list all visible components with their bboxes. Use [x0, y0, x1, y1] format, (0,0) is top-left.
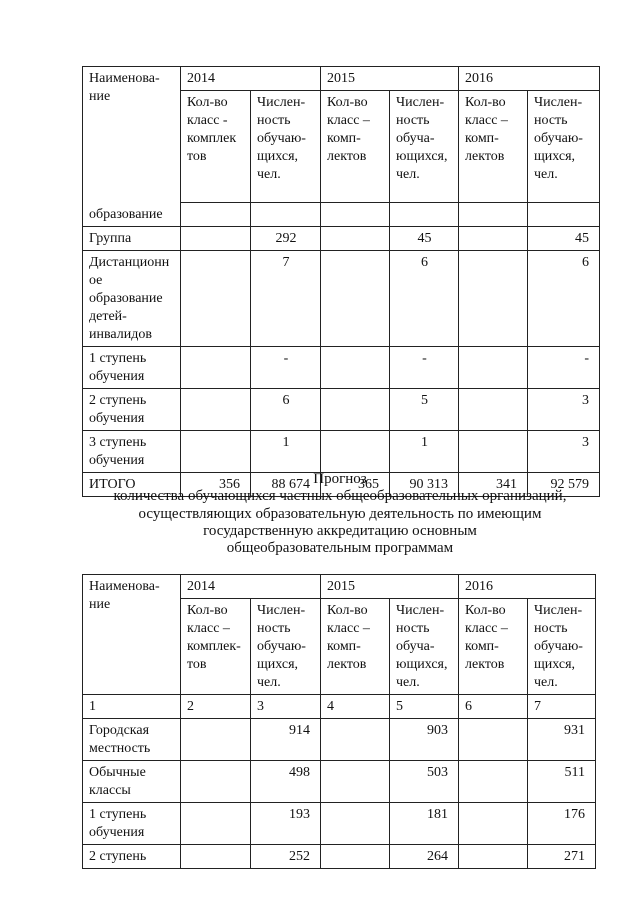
table-row — [83, 761, 596, 803]
year-header: 2015 — [321, 575, 459, 599]
table-cell: 365 — [321, 472, 390, 496]
table-cell: 3 — [528, 430, 600, 472]
class-count-header: Кол-во класс – комп- лектов — [321, 599, 390, 695]
table-cell — [181, 346, 251, 388]
table-cell — [459, 346, 528, 388]
table-cell — [321, 761, 390, 803]
forecast-caption — [60, 471, 620, 557]
table-row — [83, 845, 596, 869]
table-cell: 45 — [390, 226, 459, 250]
table-cell — [321, 203, 390, 227]
student-count-header: Числен- ность обучаю- щихся, чел. — [251, 599, 321, 695]
row-label: Группа — [83, 226, 181, 250]
year-header: 2015 — [321, 67, 459, 91]
table-cell: 88 674 — [251, 472, 321, 496]
table-cell — [459, 226, 528, 250]
caption-line: общеобразовательным программам — [226, 540, 454, 557]
table-row — [83, 803, 596, 845]
column-number: 3 — [251, 695, 321, 719]
table-row — [83, 430, 600, 472]
caption-title: Прогноз — [313, 471, 367, 487]
name-column-header: Наименова- ние — [83, 67, 181, 203]
caption-line: количества обучающихся частных общеобразовательных организаций, — [113, 488, 567, 505]
table-cell — [321, 803, 390, 845]
table-cell: 45 — [528, 226, 600, 250]
table-cell — [321, 845, 390, 869]
class-count-header: Кол-во класс – комп- лектов — [459, 599, 528, 695]
class-count-header: Кол-во класс – комп- лектов — [321, 91, 390, 203]
table-cell — [321, 719, 390, 761]
table-cell — [181, 803, 251, 845]
caption-line: государственную аккредитацию основным — [203, 522, 477, 539]
table-cell: 6 — [528, 250, 600, 346]
table-header-row — [83, 67, 600, 91]
table-cell — [459, 719, 528, 761]
table-cell — [459, 803, 528, 845]
row-label: 1 ступень обучения — [83, 346, 181, 388]
row-label: Городская местность — [83, 719, 181, 761]
table-cell: 252 — [251, 845, 321, 869]
table-cell: 271 — [528, 845, 596, 869]
year-header: 2014 — [181, 67, 321, 91]
table-cell: 1 — [390, 430, 459, 472]
table-row — [83, 226, 600, 250]
table-cell: 6 — [390, 250, 459, 346]
table-row — [83, 203, 600, 227]
caption-line: осуществляющих образовательную деятельность по имеющим — [138, 505, 542, 522]
year-header: 2016 — [459, 67, 600, 91]
year-header: 2016 — [459, 575, 596, 599]
table-cell: 341 — [459, 472, 528, 496]
table-cell — [181, 388, 251, 430]
table-row — [83, 250, 600, 346]
table-cell: 292 — [251, 226, 321, 250]
table-row — [83, 719, 596, 761]
table-cell: 511 — [528, 761, 596, 803]
student-count-header: Числен- ность обучаю- щихся, чел. — [251, 91, 321, 203]
table-cell — [181, 250, 251, 346]
table-cell — [321, 346, 390, 388]
table-cell — [181, 226, 251, 250]
student-count-header: Числен- ность обуча- ющихся, чел. — [390, 599, 459, 695]
table-cell — [251, 203, 321, 227]
table-cell: 3 — [528, 388, 600, 430]
column-number: 1 — [83, 695, 181, 719]
table-row — [83, 346, 600, 388]
column-number-row — [83, 695, 596, 719]
column-number: 7 — [528, 695, 596, 719]
table-cell — [181, 719, 251, 761]
table-cell: 356 — [181, 472, 251, 496]
row-label: Дистанционн ое образование детей- инвалидов — [83, 250, 181, 346]
table-cell: 498 — [251, 761, 321, 803]
table-cell: 264 — [390, 845, 459, 869]
table-cell: - — [390, 346, 459, 388]
table-cell: 181 — [390, 803, 459, 845]
year-header: 2014 — [181, 575, 321, 599]
row-label: 2 ступень обучения — [83, 388, 181, 430]
table-cell: 90 313 — [390, 472, 459, 496]
table-cell — [459, 430, 528, 472]
table-cell — [321, 430, 390, 472]
column-number: 6 — [459, 695, 528, 719]
column-number: 4 — [321, 695, 390, 719]
table-cell: 92 579 — [528, 472, 600, 496]
table-cell — [390, 203, 459, 227]
row-label: 2 ступень — [83, 845, 181, 869]
student-count-header: Числен- ность обуча- ющихся, чел. — [390, 91, 459, 203]
table-cell: - — [251, 346, 321, 388]
table-cell — [459, 761, 528, 803]
table-row — [83, 388, 600, 430]
row-label: 3 ступень обучения — [83, 430, 181, 472]
student-count-header: Числен- ность обучаю- щихся, чел. — [528, 91, 600, 203]
table-cell — [321, 250, 390, 346]
table-cell — [459, 845, 528, 869]
table-cell — [181, 203, 251, 227]
table-cell — [181, 761, 251, 803]
table-cell — [321, 388, 390, 430]
table-cell: 6 — [251, 388, 321, 430]
table-cell: - — [528, 346, 600, 388]
table-cell: 914 — [251, 719, 321, 761]
column-number: 5 — [390, 695, 459, 719]
row-label: образование — [83, 203, 181, 227]
table-cell — [459, 250, 528, 346]
table-cell — [181, 845, 251, 869]
row-label: ИТОГО — [83, 472, 181, 496]
enrollment-table-2 — [82, 574, 596, 869]
table-cell — [321, 226, 390, 250]
class-count-header: Кол-во класс - комплек тов — [181, 91, 251, 203]
table-cell: 931 — [528, 719, 596, 761]
row-label: 1 ступень обучения — [83, 803, 181, 845]
class-count-header: Кол-во класс – комп- лектов — [459, 91, 528, 203]
class-count-header: Кол-во класс – комплек- тов — [181, 599, 251, 695]
table-cell — [181, 430, 251, 472]
table-cell: 5 — [390, 388, 459, 430]
name-column-header: Наименова- ние — [83, 575, 181, 695]
table-cell — [459, 203, 528, 227]
row-label: Обычные классы — [83, 761, 181, 803]
table-cell — [459, 388, 528, 430]
table-cell: 1 — [251, 430, 321, 472]
table-cell — [528, 203, 600, 227]
table-cell: 503 — [390, 761, 459, 803]
student-count-header: Числен- ность обучаю- щихся, чел. — [528, 599, 596, 695]
enrollment-table-1 — [82, 66, 600, 497]
table-cell: 193 — [251, 803, 321, 845]
table-cell: 7 — [251, 250, 321, 346]
table-cell: 903 — [390, 719, 459, 761]
table-header-row — [83, 575, 596, 599]
column-number: 2 — [181, 695, 251, 719]
table-cell: 176 — [528, 803, 596, 845]
